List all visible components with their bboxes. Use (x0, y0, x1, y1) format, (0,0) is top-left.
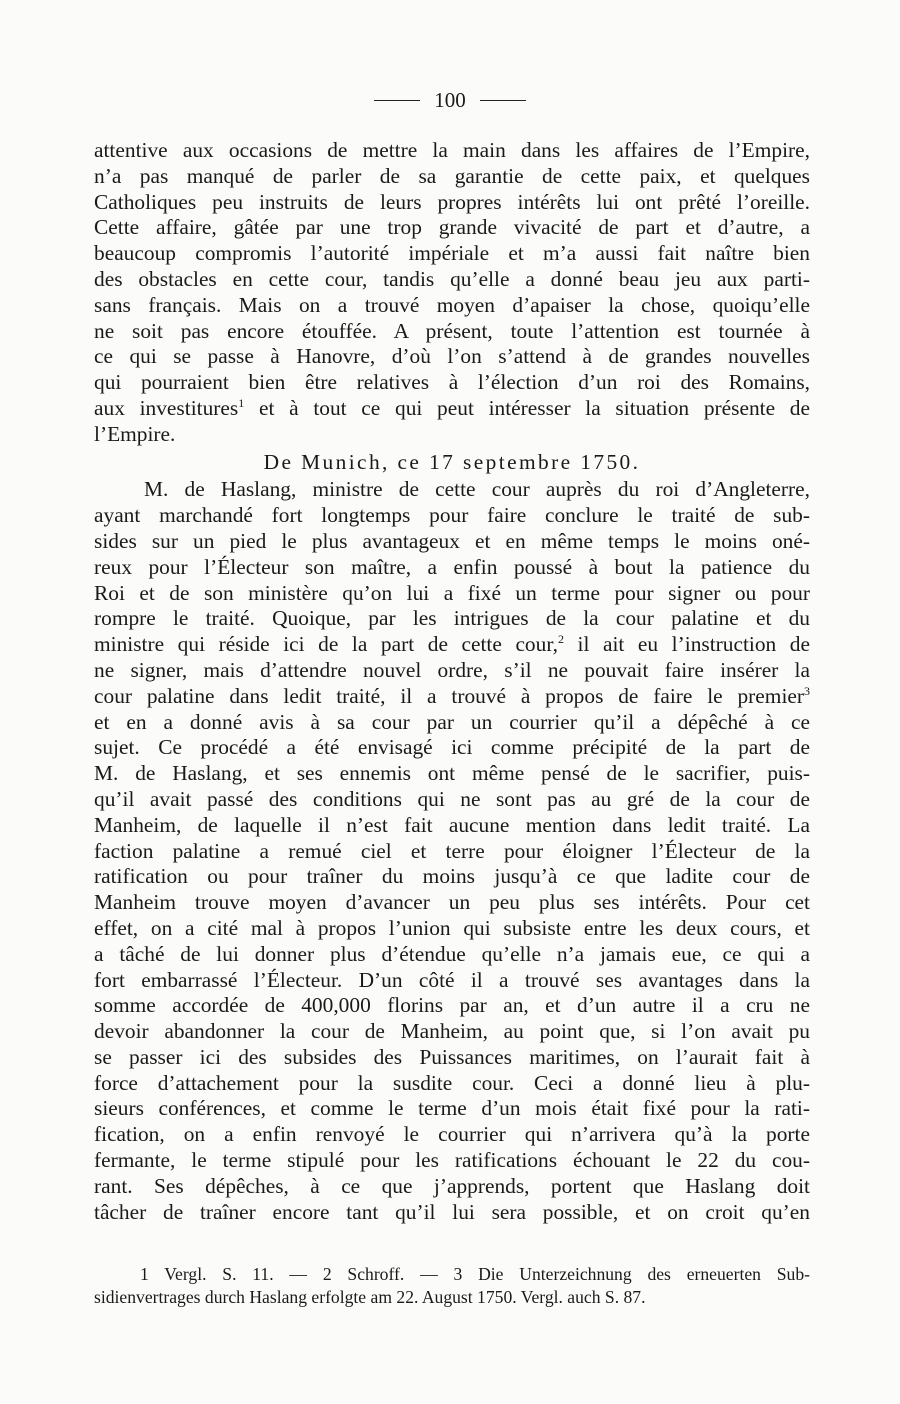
text-line: Cette affaire, gâtée par une trop grande vivacité de part et d’autre, a (94, 215, 810, 240)
page-header (0, 88, 900, 113)
text-line: fort embarrassé l’Électeur. D’un côté il a trouvé ses avantages dans la (94, 967, 810, 992)
text-line: attentive aux occasions de mettre la main dans les affaires de l’Empire, (94, 138, 810, 162)
text-line: Manheim, de laquelle il n’est fait aucune mention dans ledit traité. La (94, 812, 810, 837)
text-line: rant. Ses dépêches, à ce que j’apprends, portent que Haslang doit (94, 1173, 810, 1198)
text-line: effet, on a cité mal à propos l’union qui subsiste entre les deux cours, et (94, 915, 810, 940)
footnote-mark: 1 (238, 395, 245, 410)
text-line: beaucoup compromis l’autorité impériale et m’a aussi fait naître bien (94, 241, 810, 266)
footnotes (94, 1263, 810, 1308)
text-line: ne soit pas encore étouffée. A présent, toute l’attention est tournée à (94, 318, 810, 343)
text-line: sujet. Ce procédé a été envisagé ici comme précipité de la part de (94, 735, 810, 760)
footnote-line: sidienvertrages durch Haslang erfolgte am 22. August 1750. Vergl. auch S. 87. (94, 1286, 646, 1307)
text-line (94, 684, 810, 710)
paragraph-2 (94, 477, 810, 1225)
text-line: fermante, le terme stipulé pour les ratifications échouant le 22 du cou- (94, 1148, 810, 1173)
text-line: et en a donné avis à sa cour par un courrier qu’il a dépêché à ce (94, 709, 810, 734)
text-line: ayant marchandé fort longtemps pour faire conclure le traité de sub- (94, 503, 810, 528)
text-line: se passer ici des subsides des Puissances maritimes, on l’aurait fait à (94, 1044, 810, 1069)
footnote-mark: 3 (804, 683, 810, 698)
text-line: M. de Haslang, ministre de cette cour auprès du roi d’Angleterre, (144, 477, 810, 502)
text-line: ne signer, mais d’attendre nouvel ordre, s’il ne pouvait faire insérer la (94, 657, 810, 682)
text-line: Catholiques peu instruits de leurs propres intérêts lui ont prêté l’oreille. (94, 189, 810, 214)
header-rule-left (374, 100, 420, 101)
text-line: a tâché de lui donner plus d’étendue qu’elle n’a jamais eue, ce qui a (94, 941, 810, 966)
text-line: ratification ou pour traîner du moins jusqu’à ce que ladite cour de (94, 864, 810, 889)
letter-heading: De Munich, ce 17 septembre 1750. (263, 449, 641, 474)
text-line: reux pour l’Électeur son maître, a enfin poussé à bout la patience du (94, 554, 810, 579)
text-segment: ministre qui réside ici de la part de cette cour, (94, 632, 558, 657)
text-line: Roi et de son ministère qu’on lui a fixé un terme pour signer ou pour (94, 580, 810, 605)
text-line: qu’il avait passé des conditions qui ne sont pas au gré de la cour de (94, 786, 810, 811)
footnote-mark: 2 (557, 632, 564, 647)
text-line: des obstacles en cette cour, tandis qu’elle a donné beau jeu aux parti- (94, 266, 810, 291)
text-line: M. de Haslang, et ses ennemis ont même pensé de le sacrifier, puis- (94, 761, 810, 786)
text-line: n’a pas manqué de parler de sa garantie de cette paix, et quelques (94, 163, 810, 188)
text-segment: aux investitures (94, 395, 239, 420)
text-line: tâcher de traîner encore tant qu’il lui sera possible, et on croit qu’en (94, 1199, 810, 1224)
text-line: fication, on a enfin renvoyé le courrier qui n’arrivera qu’à la porte (94, 1122, 810, 1147)
text-segment: et à tout ce qui peut intéresser la situation présente de (244, 395, 810, 420)
footnote-line: 1 Vergl. S. 11. — 2 Schroff. — 3 Die Unterzeichnung des erneuerten Sub- (140, 1264, 810, 1284)
text-line: sans français. Mais on a trouvé moyen d’apaiser la chose, quoiqu’elle (94, 292, 810, 317)
page-number: 100 (434, 88, 466, 112)
text-line: devoir abandonner la cour de Manheim, au point que, si l’on avait pu (94, 1019, 810, 1044)
text-line: somme accordée de 400,000 florins par an, et d’un autre il a cru ne (94, 993, 810, 1018)
text-segment: il ait eu l’instruction de (563, 632, 810, 657)
text-line: sides sur un pied le plus avantageux et en même temps le moins oné- (94, 528, 810, 553)
text-line: ce qui se passe à Hanovre, d’où l’on s’attend à de grandes nouvelles (94, 344, 810, 369)
paragraph-1 (94, 138, 810, 448)
main-text (94, 138, 810, 1225)
text-line: qui pourraient bien être relatives à l’élection d’un roi des Romains, (94, 370, 810, 395)
header-rule-right (480, 100, 526, 101)
text-segment: cour palatine dans ledit traité, il a trouvé à propos de faire le premier (94, 683, 804, 708)
text-line: rompre le traité. Quoique, par les intrigues de la cour palatine et du (94, 606, 810, 631)
text-line: sieurs conférences, et comme le terme d’un mois était fixé pour la rati- (94, 1096, 810, 1121)
text-line (94, 396, 810, 422)
text-line: faction palatine a remué ciel et terre pour éloigner l’Électeur de la (94, 838, 810, 863)
text-line (94, 632, 810, 658)
text-line: force d’attachement pour la susdite cour. Ceci a donné lieu à plu- (94, 1070, 810, 1095)
text-line: l’Empire. (94, 421, 176, 446)
text-line: Manheim trouve moyen d’avancer un peu plus ses intérêts. Pour cet (94, 890, 810, 915)
